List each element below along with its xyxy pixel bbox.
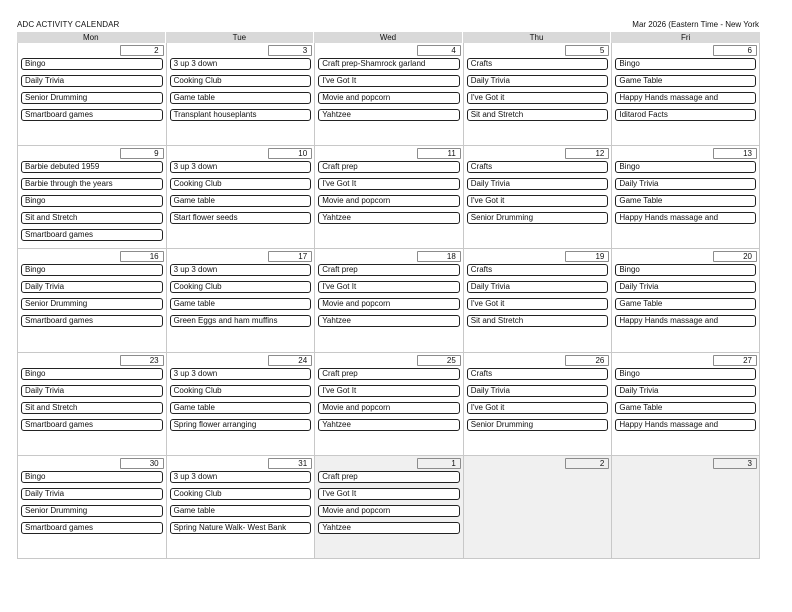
event-list — [21, 264, 163, 332]
event-item[interactable]: Movie and popcorn — [318, 92, 460, 104]
day-cell[interactable] — [463, 353, 612, 456]
day-number[interactable]: 19 — [565, 251, 609, 262]
day-number[interactable]: 26 — [565, 355, 609, 366]
event-item[interactable]: Movie and popcorn — [318, 195, 460, 207]
event-item[interactable]: Bingo — [615, 368, 756, 380]
week-row — [17, 43, 760, 146]
event-list — [467, 161, 609, 229]
day-number[interactable]: 10 — [268, 148, 312, 159]
event-item[interactable]: Daily Trivia — [615, 281, 756, 293]
day-number[interactable]: 18 — [417, 251, 461, 262]
event-item[interactable]: Daily Trivia — [21, 385, 163, 397]
weekday-header-wed: Wed — [314, 32, 463, 43]
event-list — [318, 264, 460, 332]
event-item[interactable]: Yahtzee — [318, 419, 460, 431]
event-item[interactable]: Craft prep — [318, 368, 460, 380]
event-list — [170, 368, 312, 436]
event-item[interactable]: Bingo — [21, 195, 163, 207]
event-list — [21, 368, 163, 436]
event-item[interactable]: Smartboard games — [21, 315, 163, 327]
weekday-header-tue: Tue — [166, 32, 315, 43]
day-cell[interactable] — [17, 43, 166, 146]
event-item[interactable]: Bingo — [21, 264, 163, 276]
weekday-header-mon: Mon — [17, 32, 166, 43]
event-item[interactable]: Cooking Club — [170, 488, 312, 500]
event-list — [21, 58, 163, 126]
day-cell[interactable] — [17, 456, 166, 559]
event-item[interactable]: Daily Trivia — [21, 488, 163, 500]
event-item[interactable]: Movie and popcorn — [318, 505, 460, 517]
event-item[interactable]: Craft prep-Shamrock garland — [318, 58, 460, 70]
week-row — [17, 456, 760, 559]
event-item[interactable]: Senior Drumming — [21, 92, 163, 104]
event-item[interactable]: I've Got It — [318, 281, 460, 293]
event-item[interactable]: Craft prep — [318, 264, 460, 276]
event-item[interactable]: 3 up 3 down — [170, 471, 312, 483]
event-item[interactable]: Movie and popcorn — [318, 402, 460, 414]
day-cell[interactable] — [166, 146, 315, 249]
day-cell[interactable] — [463, 456, 612, 559]
event-item[interactable]: Craft prep — [318, 161, 460, 173]
day-cell[interactable] — [166, 43, 315, 146]
day-number[interactable]: 2 — [565, 458, 609, 469]
day-cell[interactable] — [17, 146, 166, 249]
day-number[interactable]: 31 — [268, 458, 312, 469]
event-item[interactable]: Daily Trivia — [21, 75, 163, 87]
event-item[interactable]: Iditarod Facts — [615, 109, 756, 121]
event-item[interactable]: Daily Trivia — [467, 281, 609, 293]
event-item[interactable]: Sit and Stretch — [467, 109, 609, 121]
event-item[interactable]: Start flower seeds — [170, 212, 312, 224]
event-item[interactable]: I've Got it — [467, 402, 609, 414]
event-item[interactable]: Game Table — [615, 402, 756, 414]
day-cell[interactable] — [166, 456, 315, 559]
event-item[interactable]: I've Got it — [467, 92, 609, 104]
event-list — [21, 471, 163, 539]
event-item[interactable]: 3 up 3 down — [170, 161, 312, 173]
day-number[interactable]: 3 — [268, 45, 312, 56]
event-item[interactable]: Happy Hands massage and — [615, 419, 756, 431]
event-item[interactable]: Yahtzee — [318, 109, 460, 121]
event-item[interactable]: Happy Hands massage and — [615, 92, 756, 104]
day-number[interactable]: 16 — [120, 251, 164, 262]
event-item[interactable]: Smartboard games — [21, 522, 163, 534]
event-item[interactable]: Crafts — [467, 264, 609, 276]
event-list — [467, 368, 609, 436]
event-item[interactable]: Game table — [170, 402, 312, 414]
day-number[interactable]: 27 — [713, 355, 757, 366]
event-item[interactable]: Craft prep — [318, 471, 460, 483]
event-item[interactable]: 3 up 3 down — [170, 58, 312, 70]
day-number[interactable]: 3 — [713, 458, 757, 469]
event-item[interactable]: Sit and Stretch — [467, 315, 609, 327]
day-number[interactable]: 9 — [120, 148, 164, 159]
event-item[interactable]: Bingo — [21, 368, 163, 380]
day-number[interactable]: 1 — [417, 458, 461, 469]
event-item[interactable]: Sit and Stretch — [21, 212, 163, 224]
event-item[interactable]: Crafts — [467, 368, 609, 380]
event-item[interactable]: Cooking Club — [170, 281, 312, 293]
event-item[interactable]: Senior Drumming — [467, 419, 609, 431]
event-item[interactable]: Smartboard games — [21, 229, 163, 241]
event-item[interactable]: Game table — [170, 195, 312, 207]
event-item[interactable]: Crafts — [467, 161, 609, 173]
event-list — [318, 471, 460, 539]
weekday-header-thu: Thu — [463, 32, 612, 43]
event-list — [170, 471, 312, 539]
event-item[interactable]: I've Got It — [318, 178, 460, 190]
day-cell[interactable] — [463, 43, 612, 146]
week-row — [17, 146, 760, 249]
event-list — [615, 58, 756, 126]
day-number[interactable]: 23 — [120, 355, 164, 366]
event-item[interactable]: Daily Trivia — [615, 385, 756, 397]
event-item[interactable]: Cooking Club — [170, 385, 312, 397]
event-item[interactable]: Movie and popcorn — [318, 298, 460, 310]
event-item[interactable]: Smartboard games — [21, 109, 163, 121]
event-list — [467, 58, 609, 126]
event-item[interactable]: Barbie debuted 1959 — [21, 161, 163, 173]
day-number[interactable]: 2 — [120, 45, 164, 56]
event-item[interactable]: Senior Drumming — [467, 212, 609, 224]
event-list — [615, 368, 756, 436]
event-item[interactable]: Game Table — [615, 195, 756, 207]
day-number[interactable]: 6 — [713, 45, 757, 56]
calendar-title: ADC ACTIVITY CALENDAR — [17, 20, 120, 29]
event-item[interactable]: Green Eggs and ham muffins — [170, 315, 312, 327]
event-list — [467, 264, 609, 332]
calendar-month-timezone: Mar 2026 (Eastern Time - New York — [632, 20, 759, 29]
event-item[interactable]: Senior Drumming — [21, 298, 163, 310]
event-item[interactable]: Bingo — [615, 264, 756, 276]
day-cell[interactable] — [17, 353, 166, 456]
event-list — [615, 161, 756, 229]
day-cell[interactable] — [166, 353, 315, 456]
event-item[interactable]: 3 up 3 down — [170, 368, 312, 380]
event-list — [318, 368, 460, 436]
day-number[interactable]: 5 — [565, 45, 609, 56]
event-item[interactable]: Daily Trivia — [21, 281, 163, 293]
event-item[interactable]: I've Got it — [467, 195, 609, 207]
event-list — [21, 161, 163, 246]
day-number[interactable]: 11 — [417, 148, 461, 159]
event-item[interactable]: I've Got It — [318, 75, 460, 87]
event-item[interactable]: Sit and Stretch — [21, 402, 163, 414]
day-number[interactable]: 17 — [268, 251, 312, 262]
event-item[interactable]: Bingo — [615, 58, 756, 70]
event-list — [615, 264, 756, 332]
day-number[interactable]: 13 — [713, 148, 757, 159]
day-cell[interactable] — [611, 456, 760, 559]
event-item[interactable]: Barbie through the years — [21, 178, 163, 190]
event-list — [170, 264, 312, 332]
calendar-grid — [17, 32, 760, 559]
day-cell[interactable] — [611, 249, 760, 352]
day-cell[interactable] — [463, 146, 612, 249]
day-cell[interactable] — [611, 43, 760, 146]
event-item[interactable]: Game Table — [615, 75, 756, 87]
week-row — [17, 249, 760, 352]
event-item[interactable]: Game table — [170, 298, 312, 310]
event-item[interactable]: Transplant houseplants — [170, 109, 312, 121]
day-cell[interactable] — [314, 249, 463, 352]
event-item[interactable]: I've Got It — [318, 488, 460, 500]
day-cell[interactable] — [17, 249, 166, 352]
event-item[interactable]: Spring flower arranging — [170, 419, 312, 431]
event-item[interactable]: Daily Trivia — [467, 178, 609, 190]
day-cell[interactable] — [314, 43, 463, 146]
event-item[interactable]: Yahtzee — [318, 315, 460, 327]
event-item[interactable]: Happy Hands massage and — [615, 315, 756, 327]
day-cell[interactable] — [314, 456, 463, 559]
event-item[interactable]: Cooking Club — [170, 75, 312, 87]
day-number[interactable]: 4 — [417, 45, 461, 56]
event-item[interactable]: Game table — [170, 505, 312, 517]
day-cell[interactable] — [314, 146, 463, 249]
event-item[interactable]: I've Got it — [467, 298, 609, 310]
event-item[interactable]: Crafts — [467, 58, 609, 70]
event-item[interactable]: Spring Nature Walk- West Bank — [170, 522, 312, 534]
event-item[interactable]: Daily Trivia — [615, 178, 756, 190]
event-item[interactable]: Bingo — [615, 161, 756, 173]
event-item[interactable]: Daily Trivia — [467, 385, 609, 397]
event-item[interactable]: Game table — [170, 92, 312, 104]
day-cell[interactable] — [314, 353, 463, 456]
event-item[interactable]: 3 up 3 down — [170, 264, 312, 276]
day-number[interactable]: 20 — [713, 251, 757, 262]
day-cell[interactable] — [611, 353, 760, 456]
event-list — [318, 58, 460, 126]
event-item[interactable]: I've Got It — [318, 385, 460, 397]
event-list — [170, 161, 312, 229]
weekday-header-fri: Fri — [611, 32, 760, 43]
event-item[interactable]: Yahtzee — [318, 522, 460, 534]
event-item[interactable]: Smartboard games — [21, 419, 163, 431]
day-cell[interactable] — [611, 146, 760, 249]
event-item[interactable]: Game Table — [615, 298, 756, 310]
day-number[interactable]: 24 — [268, 355, 312, 366]
event-item[interactable]: Happy Hands massage and — [615, 212, 756, 224]
event-list — [318, 161, 460, 229]
event-item[interactable]: Yahtzee — [318, 212, 460, 224]
day-number[interactable]: 25 — [417, 355, 461, 366]
event-list — [170, 58, 312, 126]
day-cell[interactable] — [166, 249, 315, 352]
week-row — [17, 353, 760, 456]
day-number[interactable]: 30 — [120, 458, 164, 469]
event-item[interactable]: Bingo — [21, 58, 163, 70]
event-item[interactable]: Bingo — [21, 471, 163, 483]
weekday-header-row — [17, 32, 760, 43]
event-item[interactable]: Cooking Club — [170, 178, 312, 190]
event-item[interactable]: Daily Trivia — [467, 75, 609, 87]
day-number[interactable]: 12 — [565, 148, 609, 159]
event-item[interactable]: Senior Drumming — [21, 505, 163, 517]
day-cell[interactable] — [463, 249, 612, 352]
